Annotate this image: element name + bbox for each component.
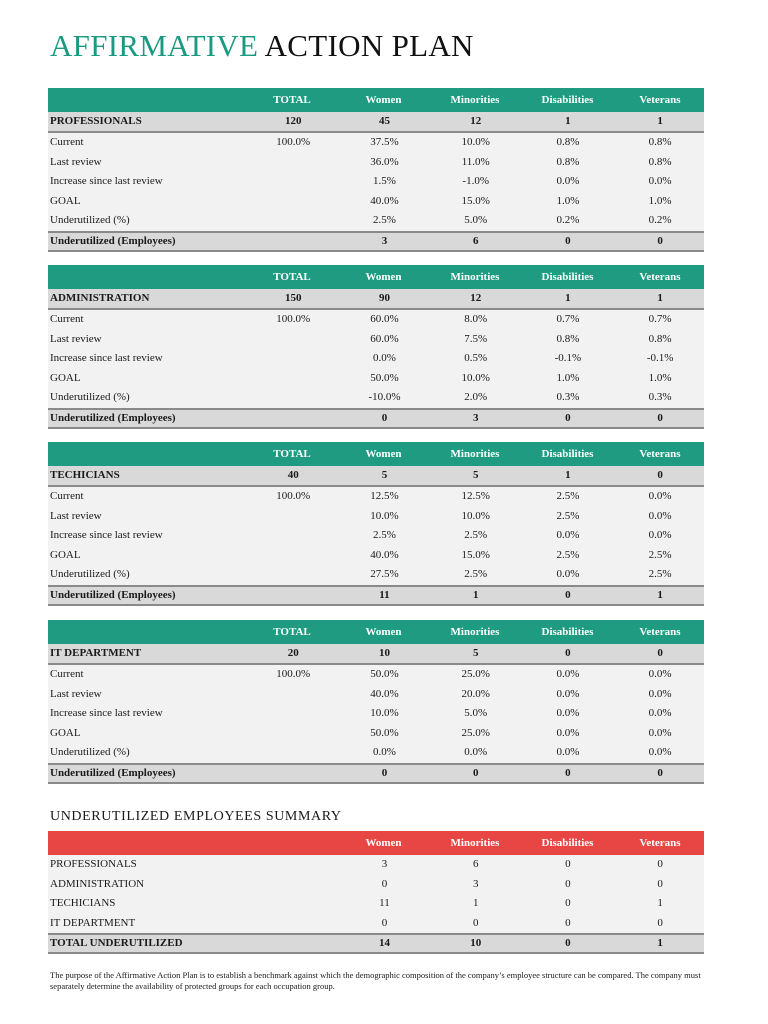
category-name: ADMINISTRATION [50,292,150,304]
summary-row [48,894,704,914]
table-cell: 15.0% [461,548,490,561]
table-cell: 0.0% [556,726,580,739]
summary-cell: 0 [565,897,571,909]
table-header [48,265,704,289]
table-row [48,704,704,724]
table-cell: 20.0% [461,687,490,700]
section-table [48,620,704,784]
summary-total-cell: 1 [657,937,663,949]
row-label: GOAL [50,548,81,561]
table-row [48,369,704,389]
table-cell: 2.5% [556,490,580,502]
table-cell: 36.0% [370,155,399,168]
col-header: Minorities [450,448,500,460]
summary-cell: 1 [657,897,663,909]
footer-cell: 0 [565,234,571,247]
table-cell: 0.2% [556,214,580,226]
table-cell: 37.5% [370,136,399,148]
table-cell: 7.5% [464,332,488,345]
table-cell: 0.8% [648,136,672,148]
summary-cell: 0 [381,877,388,890]
table-row [48,487,704,507]
row-label: Underutilized (%) [50,391,130,403]
table-cell: 0.0% [648,746,672,758]
table-cell: 0.0% [648,509,672,522]
summary-cell: 0 [657,877,663,890]
col-header: Disabilities [541,626,594,638]
row-label: Last review [50,332,102,345]
table-cell: 60.0% [370,332,399,345]
category-name: TECHICIANS [50,469,120,481]
count-cell: 20 [287,647,299,659]
table-cell: 10.0% [370,509,399,522]
summary-table [48,831,704,954]
footer-label: Underutilized (Employees) [50,766,176,779]
table-cell: 0.0% [648,175,672,187]
table-row [48,310,704,330]
row-label: Current [50,490,84,502]
count-cell: 5 [472,647,479,659]
table-cell: 2.5% [648,548,672,561]
row-label: Current [50,668,84,680]
table-row [48,546,704,566]
table-cell: 0.0% [556,568,580,580]
summary-row-label: TECHICIANS [50,897,116,909]
page-title [50,28,474,64]
col-header: Disabilities [541,448,594,460]
count-cell: 5 [381,469,388,481]
row-label: Current [50,136,84,148]
category-name: PROFESSIONALS [50,115,142,127]
table-cell [249,349,337,369]
table-cell: 0.0% [648,529,672,541]
footer-cell: 6 [472,234,479,247]
count-cell: 40 [287,469,299,481]
table-row [48,192,704,212]
table-cell: 100.0% [276,313,311,325]
footer-cell [249,587,337,604]
summary-cell: 0 [565,916,571,929]
table-cell: 0.8% [556,136,580,148]
footer-cell: 0 [381,411,388,424]
summary-header [48,831,704,855]
summary-cell: 0 [381,916,388,929]
footer-cell: 0 [657,766,663,779]
count-cell: 90 [378,292,390,304]
table-cell: 0.8% [556,332,580,345]
summary-total-cell: 0 [565,937,571,949]
count-cell: 12 [470,115,482,127]
summary-cell: 0 [565,858,571,870]
summary-total-cell: 10 [470,937,482,949]
count-cell: 0 [565,647,571,659]
table-row [48,565,704,585]
count-cell: 1 [657,115,663,127]
summary-cell: 6 [472,858,479,870]
category-name: IT DEPARTMENT [50,647,142,659]
count-cell: 1 [657,292,663,304]
col-header: Disabilities [541,271,594,283]
table-cell: 0.0% [464,746,488,758]
table-cell: 1.0% [556,371,580,384]
section-table [48,88,704,252]
col-header: Minorities [450,271,500,283]
count-cell: 45 [378,115,390,127]
table-cell: 12.5% [370,490,399,502]
footer-row [48,231,704,252]
table-row [48,526,704,546]
footer-cell: 0 [472,766,479,779]
table-cell: 0.0% [556,707,580,719]
count-cell: 10 [378,647,390,659]
table-cell [249,211,337,231]
col-header: Women [365,626,402,638]
category-row [48,466,704,487]
table-cell: 11.0% [461,155,490,168]
count-cell: 12 [470,292,482,304]
table-cell: 2.0% [464,391,488,403]
row-label: Underutilized (%) [50,746,130,758]
col-header: TOTAL [273,626,311,638]
col-header: Disabilities [541,94,594,106]
table-cell [249,743,337,763]
summary-row-label: IT DEPARTMENT [50,916,136,929]
summary-col-header: Minorities [450,837,500,849]
table-cell: 12.5% [461,490,490,502]
table-cell [249,192,337,212]
table-cell [249,546,337,566]
row-label: Last review [50,687,102,700]
summary-col-header: Disabilities [541,837,594,849]
table-cell: -0.1% [554,352,582,364]
col-header: Veterans [639,94,681,106]
col-header: Veterans [639,271,681,283]
summary-total-cell: 14 [378,937,390,949]
table-cell: 0.0% [648,726,672,739]
table-cell: 1.0% [648,194,672,207]
table-cell: 60.0% [370,313,399,325]
summary-cell: 0 [472,916,479,929]
table-cell: 0.5% [464,352,488,364]
table-cell: 2.5% [556,509,580,522]
table-cell: 5.0% [464,707,488,719]
table-row [48,724,704,744]
table-cell: 50.0% [370,371,399,384]
footer-row [48,763,704,784]
table-cell: 2.5% [373,529,396,541]
table-cell: 10.0% [370,707,399,719]
table-cell: -10.0% [368,391,401,403]
section-table [48,442,704,606]
summary-row [48,875,704,895]
table-cell: 0.0% [373,746,396,758]
table-row [48,172,704,192]
count-cell: 150 [285,292,302,304]
table-cell: 0.0% [648,687,672,700]
footer-row [48,408,704,429]
table-row [48,153,704,173]
table-cell [249,369,337,389]
category-row [48,112,704,133]
table-cell: 0.0% [556,687,580,700]
table-cell: 10.0% [461,136,490,148]
table-cell: 25.0% [461,668,490,680]
table-cell [249,685,337,705]
col-header: Women [365,448,402,460]
col-header: Minorities [450,94,500,106]
table-cell: -1.0% [462,175,489,187]
row-label: GOAL [50,194,81,207]
summary-title: UNDERUTILIZED EMPLOYEES SUMMARY [50,809,342,824]
footer-cell [249,765,337,782]
table-header [48,88,704,112]
footer-cell: 1 [657,588,663,601]
table-cell: 0.7% [648,313,672,325]
row-label: Current [50,313,84,325]
page-title-main: ACTION PLAN [264,28,474,63]
table-cell: 1.5% [373,175,396,187]
table-cell: 27.5% [370,568,399,580]
footer-label: Underutilized (Employees) [50,588,176,601]
table-cell: 8.0% [464,313,488,325]
summary-cell: 0 [565,877,571,890]
table-row [48,507,704,527]
table-cell [249,526,337,546]
table-cell: 100.0% [276,136,311,148]
table-cell: 10.0% [461,371,490,384]
table-cell: 100.0% [276,668,311,680]
summary-total-row [48,933,704,954]
summary-col-header: Veterans [639,837,681,849]
table-cell: 0.0% [648,707,672,719]
summary-cell: 0 [657,916,663,929]
count-cell: 0 [657,469,663,481]
table-cell: 40.0% [370,194,399,207]
table-row [48,349,704,369]
table-cell: 50.0% [370,668,399,680]
table-cell: 50.0% [370,726,399,739]
summary-cell: 1 [472,897,479,909]
row-label: Increase since last review [50,529,163,541]
footer-cell: 0 [565,411,571,424]
count-cell: 120 [285,115,302,127]
count-cell: 1 [565,292,571,304]
footer-cell: 11 [379,588,390,601]
table-row [48,665,704,685]
col-header: TOTAL [273,271,311,283]
table-cell: -0.1% [646,352,674,364]
row-label: Underutilized (%) [50,568,130,580]
table-cell [249,153,337,173]
row-label: GOAL [50,371,81,384]
table-cell: 15.0% [461,194,490,207]
row-label: Underutilized (%) [50,214,130,226]
table-cell: 0.2% [648,214,672,226]
table-cell [249,330,337,350]
footer-cell: 3 [381,234,388,247]
row-label: Increase since last review [50,175,163,187]
footer-cell: 0 [565,766,571,779]
table-cell: 40.0% [370,548,399,561]
section-table [48,265,704,429]
table-header [48,620,704,644]
table-row [48,133,704,153]
summary-row [48,855,704,875]
summary-cell: 3 [381,858,388,870]
footer-cell: 3 [472,411,479,424]
table-cell: 2.5% [464,529,488,541]
table-row [48,685,704,705]
table-cell: 0.0% [648,490,672,502]
row-label: Increase since last review [50,352,163,364]
category-row [48,644,704,665]
table-cell: 0.0% [648,668,672,680]
row-label: GOAL [50,726,81,739]
row-label: Increase since last review [50,707,163,719]
table-cell: 2.5% [648,568,672,580]
col-header: Women [365,94,402,106]
footer-cell [249,410,337,427]
table-cell: 0.0% [556,746,580,758]
table-cell [249,724,337,744]
page-title-accent: AFFIRMATIVE [50,28,259,63]
table-row [48,743,704,763]
table-cell: 0.0% [373,352,396,364]
table-cell: 0.3% [648,391,672,403]
table-cell [249,704,337,724]
summary-cell: 0 [657,858,663,870]
footer-label: Underutilized (Employees) [50,234,176,247]
summary-cell: 11 [379,897,390,909]
table-cell: 40.0% [370,687,399,700]
table-cell: 1.0% [648,371,672,384]
col-header: TOTAL [273,448,311,460]
table-row [48,388,704,408]
table-cell: 1.0% [556,194,580,207]
count-cell: 1 [565,115,571,127]
table-cell: 0.0% [556,175,580,187]
col-header: Women [365,271,402,283]
footer-cell: 0 [381,766,388,779]
col-header: Veterans [639,448,681,460]
table-row [48,211,704,231]
summary-row [48,914,704,934]
footer-cell: 0 [657,234,663,247]
table-cell: 0.0% [556,529,580,541]
table-cell: 0.8% [648,332,672,345]
table-cell: 0.8% [648,155,672,168]
table-cell [249,565,337,585]
table-cell: 0.7% [556,313,580,325]
footer-row [48,585,704,606]
footer-cell: 0 [565,588,571,601]
table-cell: 5.0% [464,214,488,226]
count-cell: 0 [657,647,663,659]
table-header [48,442,704,466]
table-cell [249,507,337,527]
table-cell: 0.3% [556,391,580,403]
table-cell [249,388,337,408]
summary-row-label: PROFESSIONALS [50,858,137,870]
table-cell: 2.5% [464,568,488,580]
table-cell: 10.0% [461,509,490,522]
table-cell: 0.0% [556,668,580,680]
row-label: Last review [50,509,102,522]
category-row [48,289,704,310]
table-cell: 100.0% [276,490,311,502]
table-row [48,330,704,350]
footer-cell: 0 [657,411,663,424]
table-cell: 2.5% [373,214,396,226]
col-header: Veterans [639,626,681,638]
count-cell: 1 [565,469,571,481]
count-cell: 5 [472,469,479,481]
row-label: Last review [50,155,102,168]
summary-row-label: ADMINISTRATION [50,877,145,890]
footer-cell: 1 [472,588,479,601]
table-cell: 25.0% [461,726,490,739]
col-header: TOTAL [273,94,311,106]
footer-cell [249,233,337,250]
footnote: The purpose of the Affirmative Action Plan is to establish a benchmark against which the demographic composition of the company’s employee structure can be compared. The company must separately determine the availability of protected groups for each occupation group. [50,970,701,991]
table-cell [249,172,337,192]
summary-total-label: TOTAL UNDERUTILIZED [50,937,183,949]
footer-label: Underutilized (Employees) [50,411,176,424]
summary-cell: 3 [472,877,479,890]
summary-col-header: Women [365,837,402,849]
table-cell: 2.5% [556,548,580,561]
col-header: Minorities [450,626,500,638]
table-cell: 0.8% [556,155,580,168]
